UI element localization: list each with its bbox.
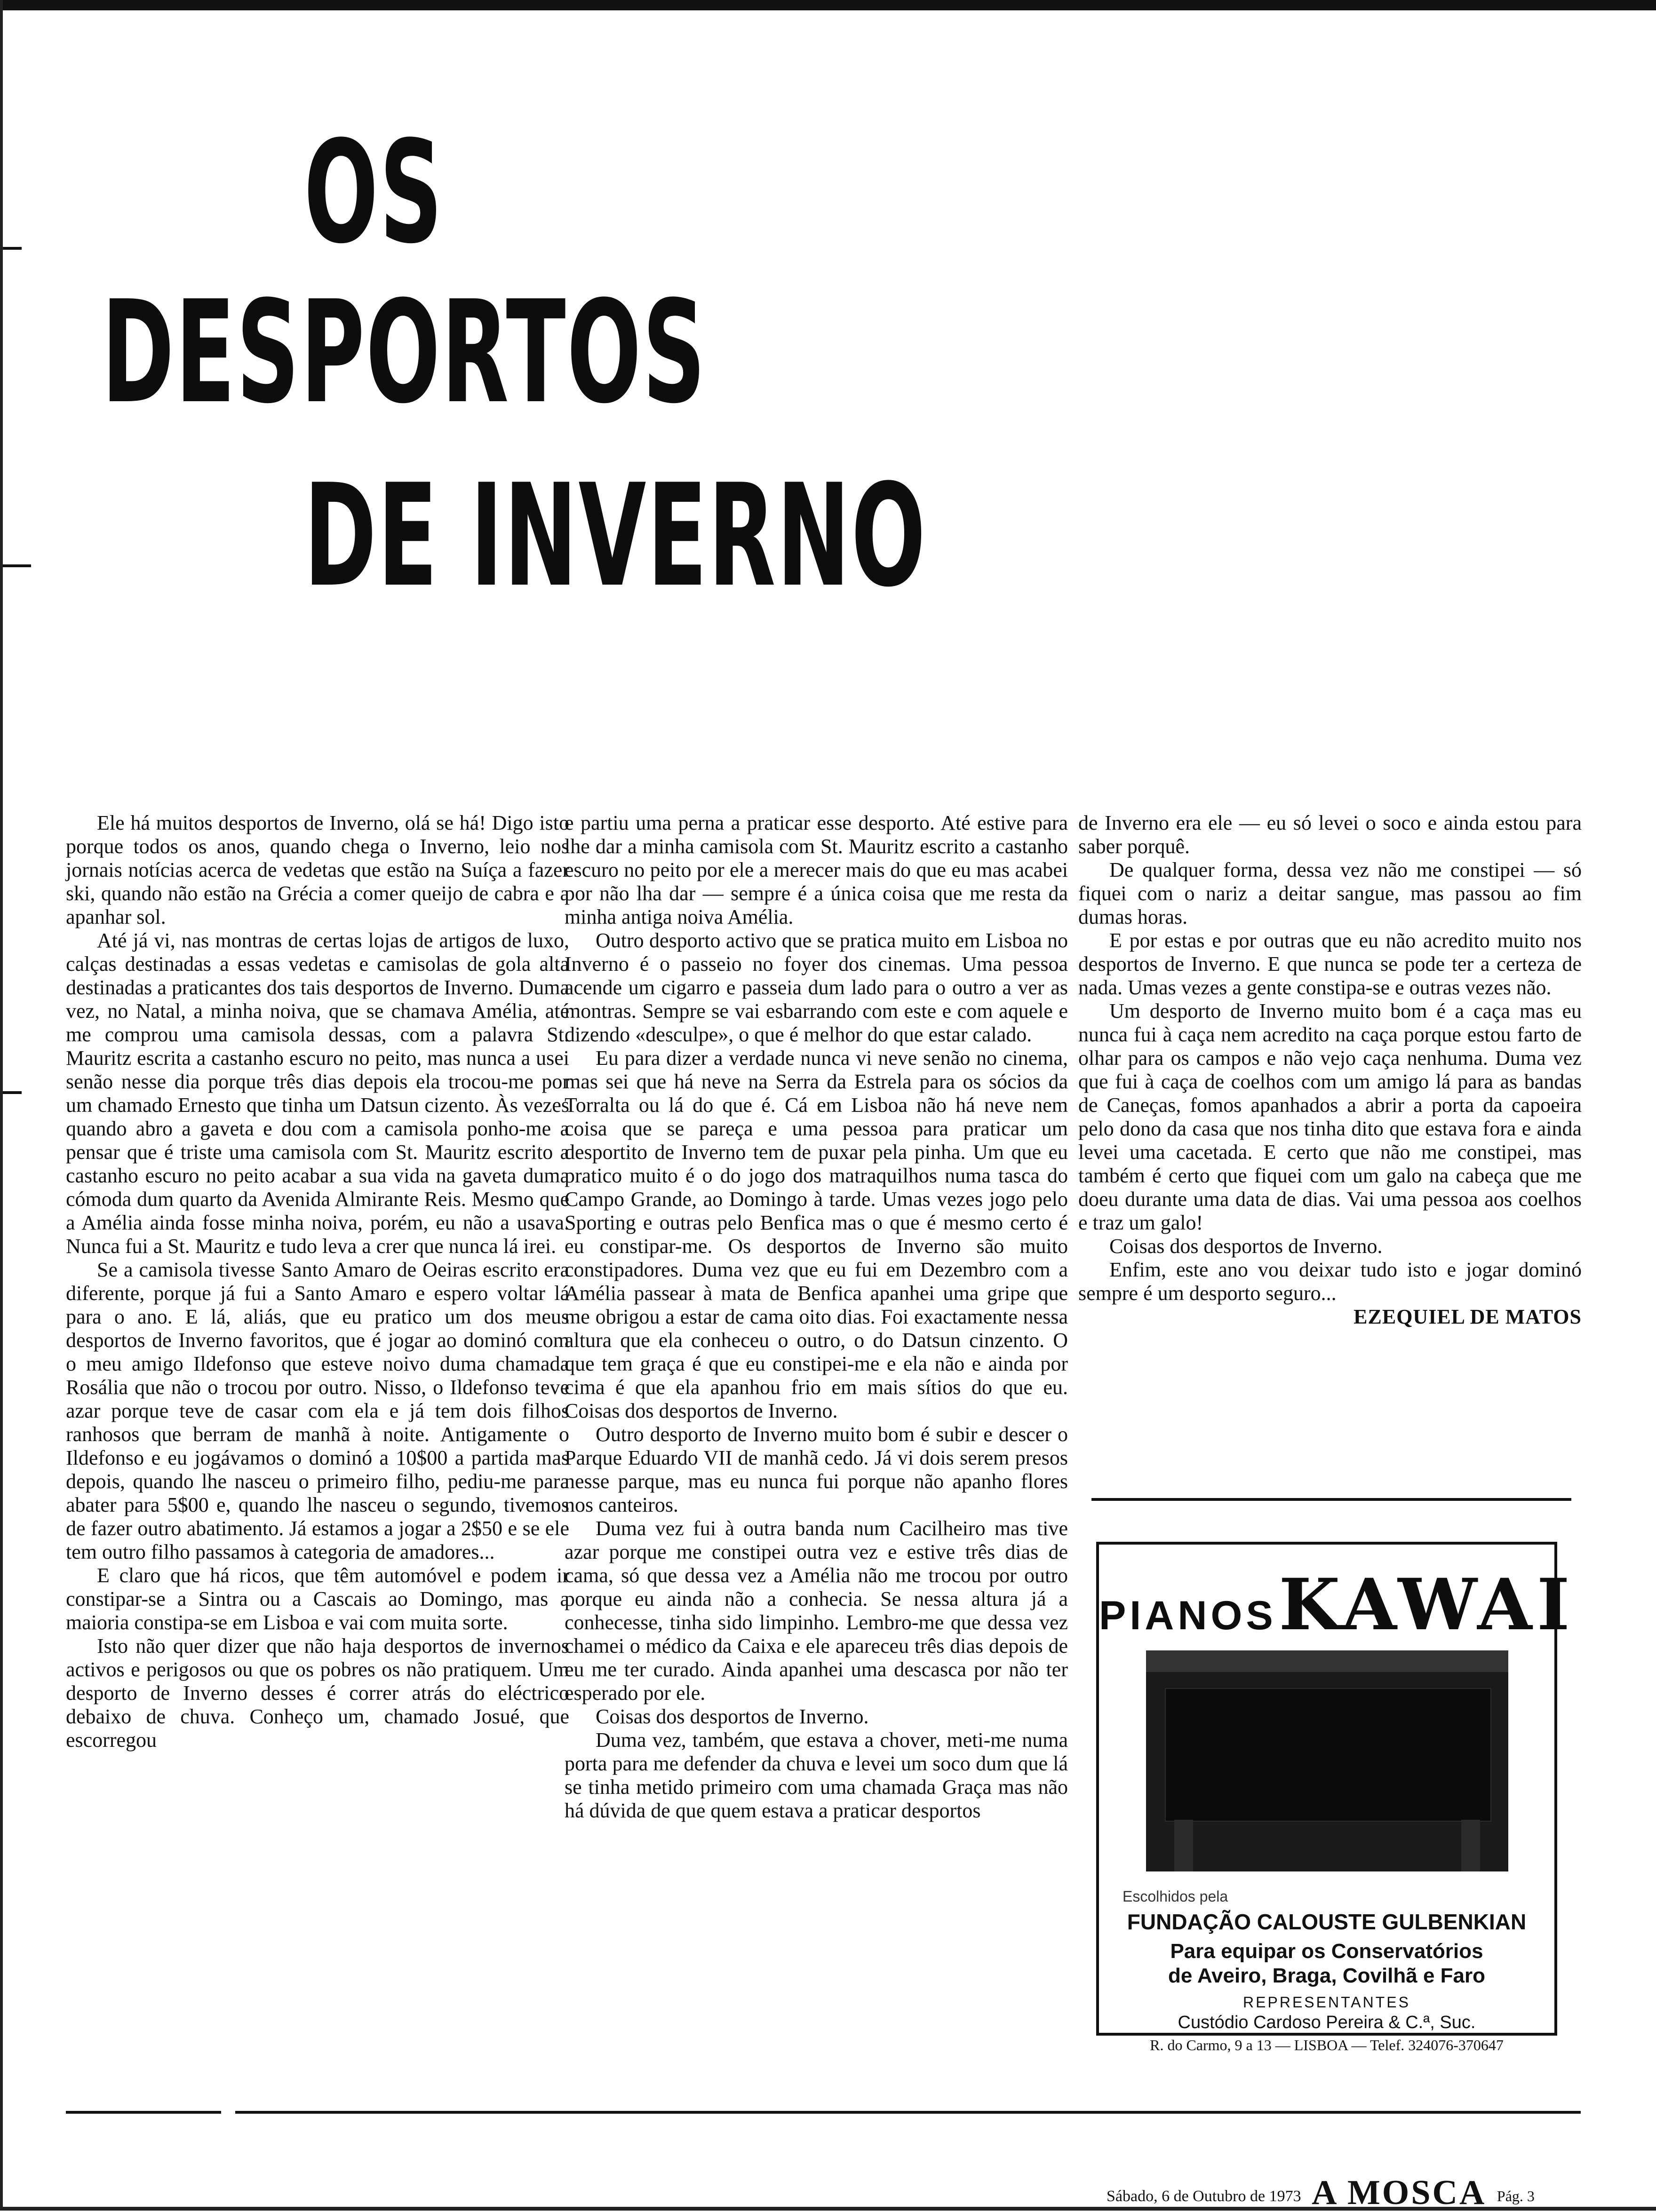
footer-publication-name: A MOSCA xyxy=(1312,2173,1487,2212)
paragraph: Outro desporto activo que se pratica muito em Lisboa no Inverno é o passeio no foyer dos cinemas. Uma pessoa acende um cigarro e passeia dum lado para o outro a ver as montras. Sempre se vai esbarrando com este e com aquele e dizendo «desculpe», o que é melhor do que estar calado. xyxy=(565,929,1068,1046)
paragraph: Duma vez, também, que estava a chover, meti-me numa porta para me defender da chuva e levei um soco dum que lá se tinha metido primeiro com uma chamada Graça mas não há dúvida de que quem estava a praticar desportos xyxy=(565,1728,1068,1822)
paragraph: Se a camisola tivesse Santo Amaro de Oeiras escrito era diferente, porque já fui a Santo Amaro e espero voltar lá para o ano. E lá, aliás, que eu pratico um dos meus desportos de Inverno favoritos, que é jogar ao dominó com o meu amigo Ildefonso que esteve noivo duma chamada Rosália que não o trocou por outro. Nisso, o Ildefonso teve azar porque teve de casar com ela e já tem dois filhos ranhosos que berram de manhã à noite. Antigamente o Ildefonso e eu jogávamos o dominó a 10$00 a partida mas depois, quando lhe nasceu o primeiro filho, pediu-me para abater para 5$00 e, quando lhe nasceu o segundo, tivemos de fazer outro abatimento. Já estamos a jogar a 2$50 e se ele tem outro filho passamos à categoria de amadores... xyxy=(66,1258,569,1563)
paragraph: Outro desporto de Inverno muito bom é subir e descer o Parque Eduardo VII de manhã cedo. Já vi dois serem presos nesse parque, mas eu nunca fui porque não apanho flores nos canteiros. xyxy=(565,1423,1068,1516)
headline-line-2: DESPORTOS xyxy=(102,270,707,435)
ad-representative: Custódio Cardoso Pereira & C.ª, Suc. xyxy=(1178,2013,1476,2032)
paragraph: e partiu uma perna a praticar esse desporto. Até estive para lhe dar a minha camisola com St. Mauritz escrito a castanho escuro no peito por ele a merecer mais do que eu mas acabei por não lha dar — sempre é a única coisa que me resta da minha antiga noiva Amélia. xyxy=(565,811,1068,928)
ad-purpose-line-1: Para equipar os Conservatórios xyxy=(1170,1940,1483,1963)
ad-chosen-by: Escolhidos pela xyxy=(1123,1888,1228,1905)
headline-line-1: OS xyxy=(304,111,444,275)
ad-title-pianos: PIANOS xyxy=(1099,1593,1277,1638)
paragraph: De qualquer forma, dessa vez não me constipei — só fiquei com o nariz a deitar sangue, mas passou ao fim dumas horas. xyxy=(1078,858,1582,928)
paragraph: de Inverno era ele — eu só levei o soco e ainda estou para saber porquê. xyxy=(1078,811,1582,858)
piano-photo xyxy=(1146,1650,1508,1871)
paragraph: Coisas dos desportos de Inverno. xyxy=(1109,1235,1383,1258)
ad-representatives-label: REPRESENTANTES xyxy=(1243,1994,1410,2011)
footer-page-number: Pág. 3 xyxy=(1497,2188,1535,2204)
left-edge-border xyxy=(0,0,3,2211)
piano-lid xyxy=(1146,1650,1508,1672)
paragraph: E claro que há ricos, que têm automóvel e podem ir constipar-se a Sintra ou a Cascais ao Domingo, mas a maioria constipa-se em Lisboa e vai com muita sorte. xyxy=(66,1564,569,1634)
paragraph: Eu para dizer a verdade nunca vi neve senão no cinema, mas sei que há neve na Serra da Estrela para os sócios da Torralta ou lá do que é. Cá em Lisboa não há neve nem coisa que se pareça e uma pessoa para praticar um desportito de Inverno tem de puxar pela pinha. Um que eu pratico muito é o do jogo dos matraquilhos numa tasca do Campo Grande, ao Domingo à tarde. Umas vezes jogo pelo Sporting e outras pelo Benfica mas o que é mesmo certo é eu constipar-me. Os desportos de Inverno são muito constipadores. Duma vez que eu fui em Dezembro com a Amélia passear à mata de Benfica apanhei uma gripe que me obrigou a estar de cama oito dias. Foi exactamente nessa altura que ela conheceu o outro, o do Datsun cinzento. O que tem graça é que eu constipei-me e ela não e ainda por cima é que ela apanhou frio em mais sítios do que eu. Coisas dos desportos de Inverno. xyxy=(565,1047,1068,1422)
author-signature: EZEQUIEL DE MATOS xyxy=(1353,1305,1582,1328)
kawai-piano-advertisement xyxy=(1096,1542,1575,2036)
margin-tick xyxy=(3,564,31,567)
paragraph: Um desporto de Inverno muito bom é a caça mas eu nunca fui à caça nem acredito na caça porque estou farto de olhar para os campos e não vejo caça nenhuma. Duma vez que fui à caça de coelhos com um amigo lá para as bandas de Caneças, fomos apanhados a abrir a porta da capoeira pelo dono da casa que nos tinha dito que estava fora e ainda levei uma cacetada. E certo que não me constipei, mas também é certo que fiquei com um galo na cabeça que me doeu durante uma data de dias. Vai uma pessoa aos coelhos e traz um galo! xyxy=(1078,999,1582,1234)
column-divider-rule xyxy=(1091,1498,1571,1501)
paragraph: Isto não quer dizer que não haja desportos de invernos activos e perigosos ou que os pobres os não pratiquem. Um desporto de Inverno desses é correr atrás do eléctrico debaixo de chuva. Conheço um, chamado Josué, que escorregou xyxy=(66,1634,569,1752)
footer-date: Sábado, 6 de Outubro de 1973 xyxy=(1107,2188,1301,2205)
margin-tick xyxy=(3,1091,22,1094)
ad-title-brand: KAWAI xyxy=(1279,1563,1575,1646)
article-column-3 xyxy=(1078,811,1582,1329)
headline-line-3: DE INVERNO xyxy=(304,454,927,618)
paragraph: Duma vez fui à outra banda num Cacilheiro mas tive azar porque me constipei outra vez e estive três dias de cama, só que dessa vez a Amélia não me trocou por outro porque eu ainda não a conhecia. Se nessa altura já a conhecesse, tinha sido limpinho. Lembro-me que dessa vez chamei o médico da Caixa e ele apareceu três dias depois de eu me ter curado. Ainda apanhei uma descasca por não ter esperado por ele. xyxy=(565,1517,1068,1705)
footer-rule-left xyxy=(66,2111,221,2114)
piano-leg xyxy=(1461,1820,1480,1871)
ad-foundation: FUNDAÇÃO CALOUSTE GULBENKIAN xyxy=(1127,1910,1527,1934)
article-column-1 xyxy=(66,811,569,1752)
paragraph: Até já vi, nas montras de certas lojas de artigos de luxo, calças destinadas a essas vedetas e camisolas de gola alta destinadas a praticantes dos tais desportos de Inverno. Duma vez, no Natal, a minha noiva, que se chamava Amélia, até me comprou uma camisola dessas, com a palavra St. Mauritz escrita a castanho escuro no peito, mas nunca a usei senão nesse dia porque três dias depois ela trocou-me por um chamado Ernesto que tinha um Datsun cizento. Às vezes quando abro a gaveta e dou com a camisola ponho-me a pensar que é triste uma camisola com St. Mauritz escrito a castanho escuro no peito acabar a sua vida na gaveta duma cómoda dum quarto da Avenida Almirante Reis. Mesmo que a Amélia ainda fosse minha noiva, porém, eu não a usava. Nunca fui a St. Mauritz e tudo leva a crer que nunca lá irei. xyxy=(66,929,569,1258)
article-column-2 xyxy=(565,811,1068,1823)
ad-purpose-line-2: de Aveiro, Braga, Covilhã e Faro xyxy=(1168,1964,1486,1987)
paragraph: Coisas dos desportos de Inverno. xyxy=(596,1705,869,1728)
paragraph: Enfim, este ano vou deixar tudo isto e jogar dominó sempre é um desporto seguro... xyxy=(1078,1258,1582,1305)
top-border-rule xyxy=(0,0,1656,10)
paragraph: E por estas e por outras que eu não acredito muito nos desportos de Inverno. E que nunca se pode ter a certeza de nada. Umas vezes a gente constipa-se e outras vezes não. xyxy=(1078,929,1582,999)
footer-rule-right xyxy=(235,2111,1581,2114)
margin-tick xyxy=(3,247,22,250)
paragraph: Ele há muitos desportos de Inverno, olá se há! Digo isto porque todos os anos, quando chega o Inverno, leio nos jornais notícias acerca de vedetas que estão na Suíça a fazer ski, quando não estão na Grécia a comer queijo de cabra e a apanhar sol. xyxy=(66,811,569,928)
ad-address: R. do Carmo, 9 a 13 — LISBOA — Telef. 324076-370647 xyxy=(1150,2037,1504,2053)
page-footer xyxy=(1107,2175,1535,2210)
piano-leg xyxy=(1174,1820,1193,1871)
piano-front-panel xyxy=(1165,1688,1491,1822)
ad-title xyxy=(1099,1563,1575,1646)
